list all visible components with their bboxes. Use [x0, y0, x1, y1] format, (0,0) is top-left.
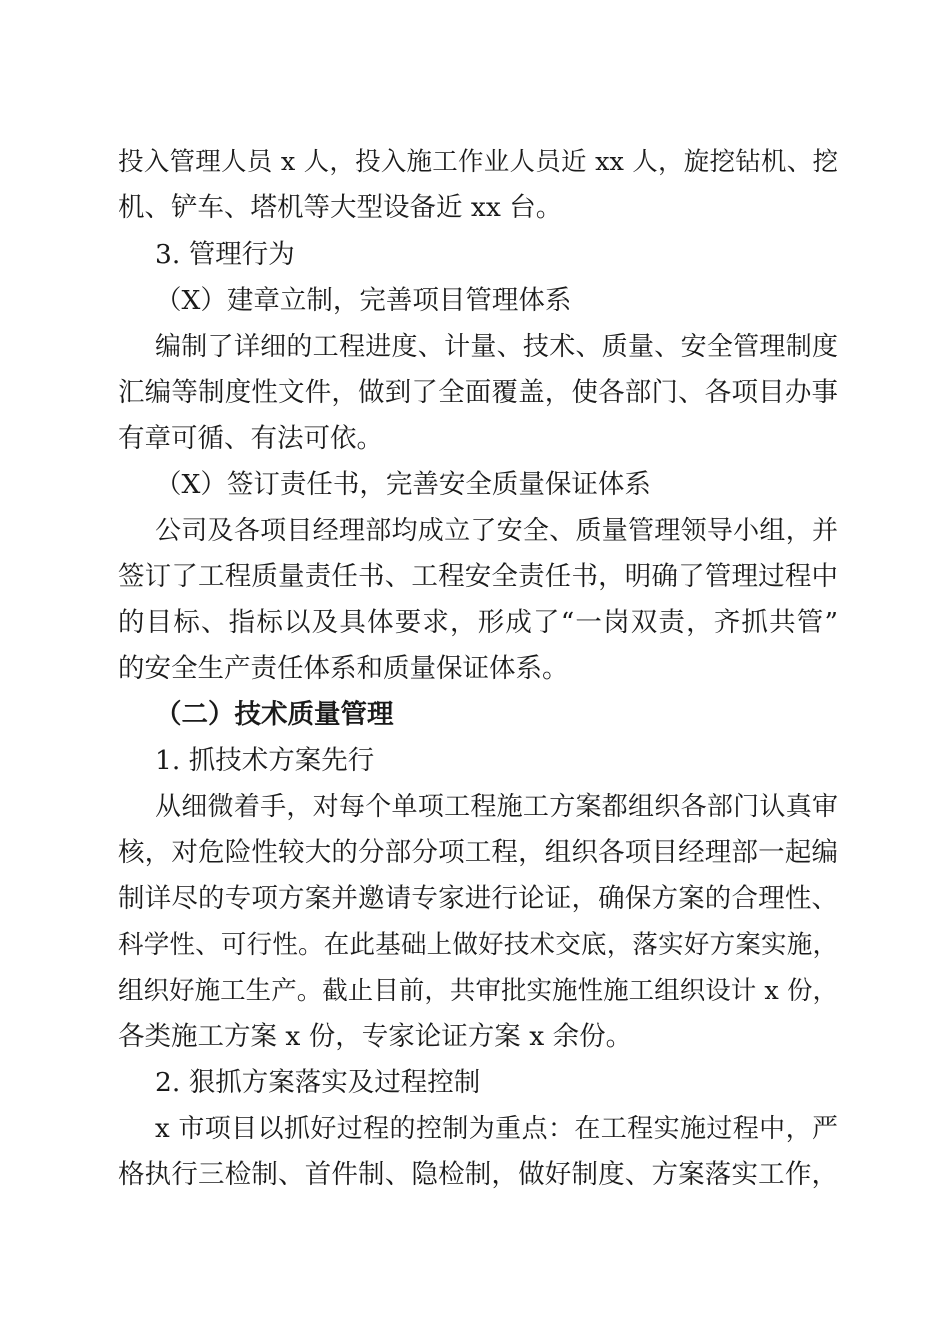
paragraph-line: 的安全生产责任体系和质量保证体系。: [118, 653, 569, 684]
paragraph-line: 核，对危险性较大的分部分项工程，组织各项目经理部一起编: [118, 837, 838, 868]
paragraph-line: 制详尽的专项方案并邀请专家进行论证，确保方案的合理性、: [118, 883, 838, 914]
paragraph-line: 格执行三检制、首件制、隐检制，做好制度、方案落实工作，: [118, 1159, 838, 1190]
paragraph-line: x 市项目以抓好过程的控制为重点：在工程实施过程中，严: [155, 1114, 838, 1144]
subsection-heading: （X）建章立制，完善项目管理体系: [155, 285, 572, 316]
paragraph-line: 签订了工程质量责任书、工程安全责任书，明确了管理过程中: [118, 561, 838, 592]
paragraph-line: 各类施工方案 x 份，专家论证方案 x 余份。: [118, 1021, 633, 1052]
paragraph-line: 编制了详细的工程进度、计量、技术、质量、安全管理制度: [155, 332, 838, 362]
paragraph-line: 投入管理人员 x 人，投入施工作业人员近 xx 人，旋挖钻机、挖: [118, 147, 838, 177]
paragraph-line: 科学性、可行性。在此基础上做好技术交底，落实好方案实施，: [118, 930, 838, 960]
section-heading: 2. 狠抓方案落实及过程控制: [155, 1067, 481, 1098]
paragraph-line: 从细微着手，对每个单项工程施工方案都组织各部门认真审: [155, 792, 838, 822]
subsection-heading: （X）签订责任书，完善安全质量保证体系: [155, 469, 651, 500]
section-heading: 3. 管理行为: [155, 239, 295, 270]
section-heading: 1. 抓技术方案先行: [155, 745, 375, 776]
paragraph-line: 汇编等制度性文件，做到了全面覆盖，使各部门、各项目办事: [118, 377, 838, 408]
paragraph-line: 有章可循、有法可依。: [118, 423, 383, 454]
section-heading-bold: （二）技术质量管理: [155, 699, 394, 730]
paragraph-line: 组织好施工生产。截止目前，共审批实施性施工组织设计 x 份，: [118, 976, 838, 1006]
paragraph-line: 公司及各项目经理部均成立了安全、质量管理领导小组，并: [155, 516, 838, 546]
paragraph-line: 机、铲车、塔机等大型设备近 xx 台。: [118, 192, 563, 223]
paragraph-line: 的目标、指标以及具体要求，形成了“一岗双责，齐抓共管”: [118, 607, 838, 638]
